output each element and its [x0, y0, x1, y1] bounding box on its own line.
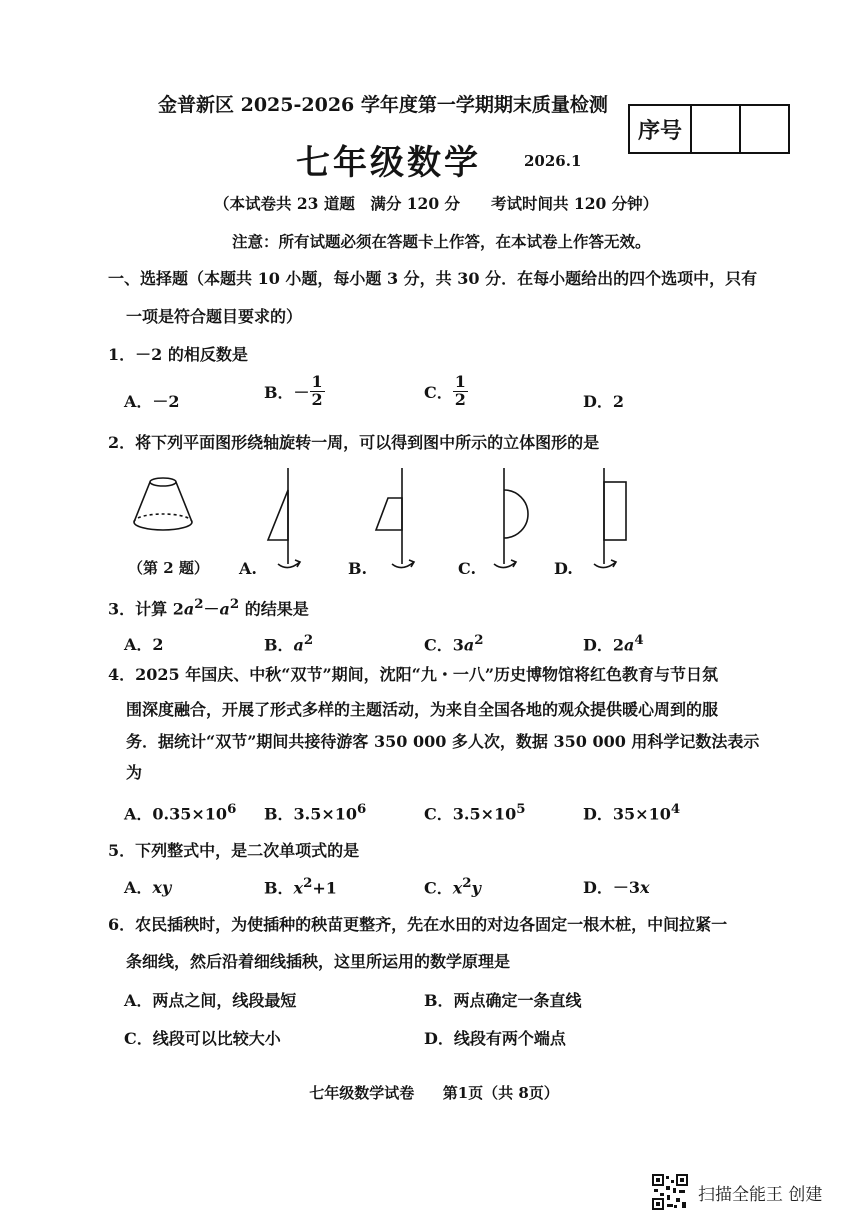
q3-d-coef: 2 [612, 635, 625, 655]
q6-option-d: D．线段有两个端点 [424, 1029, 566, 1048]
q4-line-3: 务．据统计“双节”期间共接待游客 350 000 多人次，数据 350 000 用科学记数法表示 [126, 732, 760, 751]
q3-d-label: D． [583, 635, 613, 655]
q5-d-label: D． [583, 878, 613, 897]
q6-option-b: B．两点确定一条直线 [424, 991, 582, 1010]
q3-c-var: a [463, 635, 475, 655]
q4-line-1: 4．2025 年国庆、中秋“双节”期间，沈阳“九・一八”历史博物馆将红色教育与节日氛 [108, 665, 719, 684]
q2-d-label: D. [554, 559, 573, 578]
page-footer [0, 1082, 868, 1103]
q2-c-label: C. [458, 559, 477, 578]
qr-code-icon [652, 1174, 688, 1210]
section-heading-cont: 一项是符合题目要求的） [126, 307, 303, 326]
q1-c-label: C． [424, 382, 453, 402]
q1-b-sign: － [293, 382, 310, 402]
q5-b-rest: +1 [312, 878, 337, 898]
frustum-figure [128, 462, 198, 542]
q4-d-label: D． [583, 804, 613, 824]
notice: 注意：所有试题必须在答题卡上作答，在本试卷上作答无效。 [232, 232, 651, 251]
q4-option-c [424, 801, 526, 824]
q2-option-c-figure [484, 468, 544, 574]
q2-option-b-figure [372, 468, 422, 574]
q4-option-d [583, 801, 680, 824]
q4-a-base: 0.35×10 [152, 804, 228, 824]
q1-b-denominator: 2 [311, 389, 323, 409]
q5-stem: 5．下列整式中，是二次单项式的是 [108, 841, 360, 860]
q2-stem: 2．将下列平面图形绕轴旋转一周，可以得到图中所示的立体图形的是 [108, 433, 600, 452]
q5-b-label: B． [264, 878, 294, 898]
q2-option-d-figure [588, 468, 638, 574]
q2-caption: （第 2 题） [128, 559, 209, 577]
q1-c-denominator: 2 [454, 389, 466, 409]
q5-c-var2: y [471, 878, 481, 898]
q2-a-label: A. [239, 559, 257, 578]
q4-a-exp: 6 [227, 801, 237, 817]
q5-c-label: C． [424, 878, 453, 898]
q4-option-a [124, 801, 236, 824]
exam-date: 2026.1 [524, 152, 582, 170]
q4-b-exp: 6 [357, 801, 367, 817]
q3-stem-sup2: 2 [229, 596, 240, 612]
q3-b-label: B． [264, 635, 294, 655]
q1-c-fraction [453, 374, 468, 409]
q3-option-d [583, 632, 644, 655]
exam-title: 金普新区 2025-2026 学年度第一学期期末质量检测 [158, 94, 608, 116]
subject-title: 七年级数学 [296, 143, 481, 183]
q3-c-sup: 2 [474, 632, 484, 648]
q1-b-label: B． [264, 382, 294, 402]
q3-b-var: a [293, 635, 304, 655]
footer-page-number: 第1页（共 8页） [442, 1084, 559, 1102]
q4-c-base: 3.5×10 [452, 804, 517, 824]
q5-option-c [424, 875, 481, 898]
q4-line-4: 为 [126, 763, 143, 782]
q5-option-b [264, 875, 337, 898]
q3-stem-post: 的结果是 [239, 599, 309, 619]
q3-c-coef: 3 [452, 635, 464, 655]
q5-a-text: xy [152, 878, 172, 897]
q6-option-c: C．线段可以比较大小 [124, 1029, 281, 1048]
q3-a-label: A． [124, 635, 153, 654]
q5-c-var: x [452, 878, 463, 898]
q1-b-numerator: 1 [311, 372, 323, 391]
q4-c-label: C． [424, 804, 453, 824]
q6-line-1: 6．农民插秧时，为使插种的秧苗更整齐，先在水田的对边各固定一根木桩，中间拉紧一 [108, 915, 728, 934]
serial-cell-2 [741, 106, 788, 152]
q3-stem-pre: 3．计算 2 [108, 599, 184, 619]
q3-option-c [424, 632, 484, 655]
q4-a-label: A． [124, 804, 153, 824]
q4-b-base: 3.5×10 [293, 804, 358, 824]
q4-d-exp: 4 [670, 801, 681, 817]
q4-c-exp: 5 [516, 801, 526, 817]
footer-paper-name: 七年级数学试卷 [309, 1084, 415, 1102]
q1-option-d [583, 389, 624, 412]
q3-stem-sup1: 2 [194, 596, 204, 612]
q5-option-a [124, 875, 171, 898]
q3-stem-var2: a [219, 599, 230, 619]
q3-b-sup: 2 [303, 632, 314, 648]
section-heading: 一、选择题（本题共 10 小题，每小题 3 分，共 30 分．在每小题给出的四个选项中，只有 [108, 269, 758, 288]
q3-option-b [264, 632, 313, 655]
serial-cell-1 [692, 106, 741, 152]
q4-b-label: B． [264, 804, 294, 824]
q5-c-sup: 2 [462, 875, 472, 891]
q3-stem-var1: a [183, 599, 195, 619]
q1-stem: 1．－2 的相反数是 [108, 345, 248, 364]
q3-d-var: a [624, 635, 635, 655]
q5-d-var: x [640, 878, 650, 897]
q5-d-sign: －3 [612, 878, 641, 897]
q1-option-b [264, 374, 325, 409]
q1-option-c [424, 374, 468, 409]
q5-b-var: x [293, 878, 304, 898]
q2-option-a-figure [258, 468, 308, 574]
q1-option-a [124, 389, 180, 412]
q1-c-numerator: 1 [454, 372, 466, 391]
q3-d-sup: 4 [634, 632, 644, 648]
q3-stem-minus: － [203, 599, 220, 619]
q5-option-d [583, 875, 650, 898]
q1-d-text: 2 [612, 392, 625, 411]
q5-b-sup: 2 [303, 875, 313, 891]
exam-info: （本试卷共 23 道题 满分 120 分 考试时间共 120 分钟） [214, 194, 659, 213]
q1-b-fraction [310, 374, 325, 409]
q3-option-a [124, 632, 164, 655]
q1-a-label: A． [124, 392, 153, 411]
q1-d-label: D． [583, 392, 613, 411]
serial-number-box [628, 104, 790, 154]
q3-c-label: C． [424, 635, 453, 655]
q6-line-2: 条细线，然后沿着细线插秧，这里所运用的数学原理是 [126, 952, 511, 971]
q4-d-base: 35×10 [612, 804, 671, 824]
q5-a-label: A． [124, 878, 153, 897]
q4-line-2: 围深度融合，开展了形式多样的主题活动，为来自全国各地的观众提供暖心周到的服 [126, 700, 719, 719]
q3-stem [108, 596, 309, 619]
q1-a-text: －2 [152, 392, 180, 411]
q2-b-label: B. [348, 559, 368, 578]
q4-option-b [264, 801, 366, 824]
q6-option-a: A．两点之间，线段最短 [124, 991, 297, 1010]
scanner-watermark: 扫描全能王 创建 [698, 1185, 823, 1205]
serial-label: 序号 [630, 106, 692, 152]
q3-a-text: 2 [152, 635, 164, 654]
